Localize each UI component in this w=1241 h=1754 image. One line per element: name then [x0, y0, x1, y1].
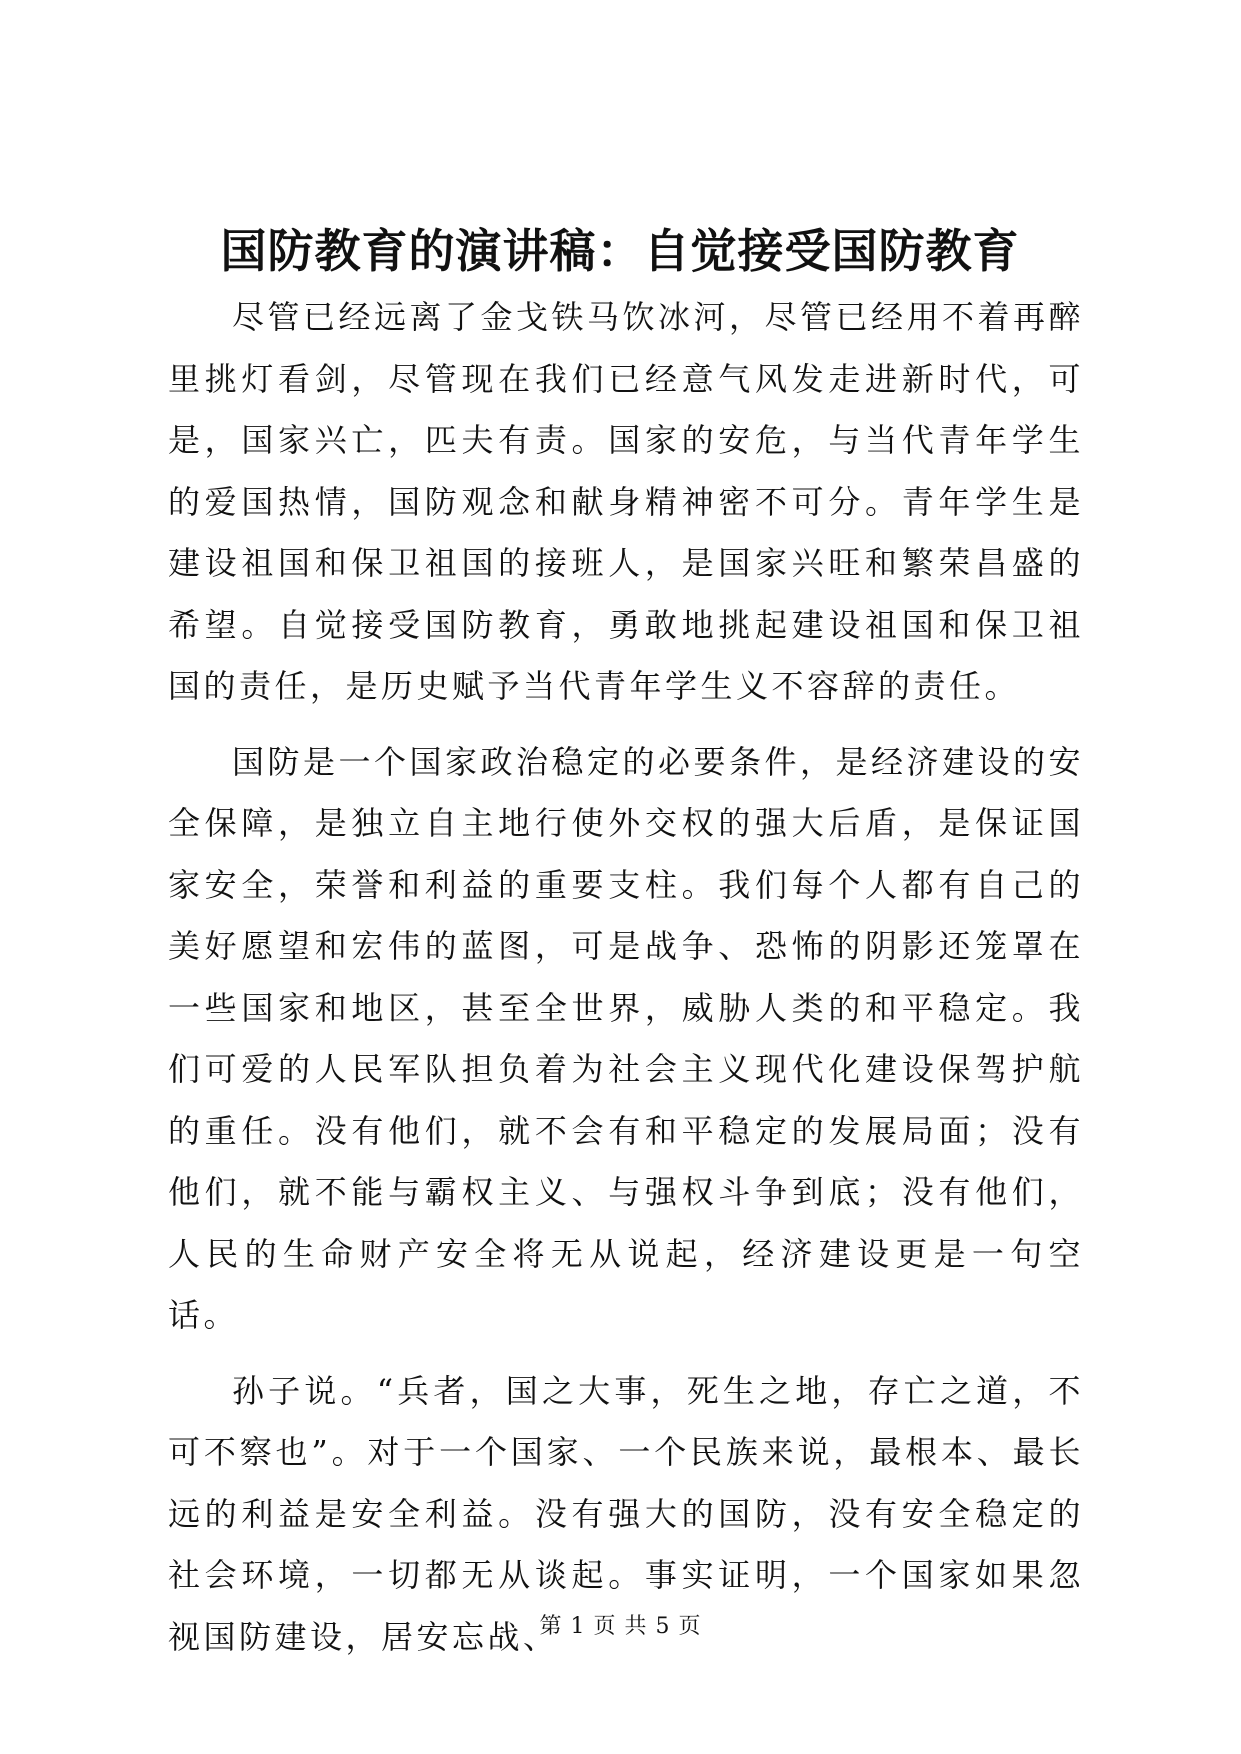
page-footer: 第 1 页 共 5 页 — [539, 1614, 702, 1639]
paragraph-1: 尽管已经远离了金戈铁马饮冰河，尽管已经用不着再醉里挑灯看剑，尽管现在我们已经意气风发走进新时代，可是，国家兴亡，匹夫有责。国家的安危，与当代青年学生的爱国热情，国防观念和献身精神密不可分。青年学生是建设祖国和保卫祖国的接班人，是国家兴旺和繁荣昌盛的希望。自觉接受国防教育，勇敢地挑起建设祖国和保卫祖国的责任，是历史赋予当代青年学生义不容辞的责任。 — [168, 298, 1085, 705]
document-body — [168, 287, 1084, 1668]
paragraph-3: 孙子说。“兵者，国之大事，死生之地，存亡之道，不可不察也”。对于一个国家、一个民族来说，最根本、最长远的利益是安全利益。没有强大的国防，没有安全稳定的社会环境，一切都无从谈起。事实证明，一个国家如果忽视国防建设，居安忘战、 — [168, 1371, 1084, 1656]
document-title: 国防教育的演讲稿：自觉接受国防教育 — [220, 224, 1020, 278]
paragraph-2: 国防是一个国家政治稳定的必要条件，是经济建设的安全保障，是独立自主地行使外交权的强大后盾，是保证国家安全，荣誉和利益的重要支柱。我们每个人都有自己的美好愿望和宏伟的蓝图，可是战争、恐怖的阴影还笼罩在一些国家和地区，甚至全世界，威胁人类的和平稳定。我们可爱的人民军队担负着为社会主义现代化建设保驾护航的重任。没有他们，就不会有和平稳定的发展局面；没有他们，就不能与霸权主义、与强权斗争到底；没有他们，人民的生命财产安全将无从说起，经济建设更是一句空话。 — [168, 742, 1085, 1334]
